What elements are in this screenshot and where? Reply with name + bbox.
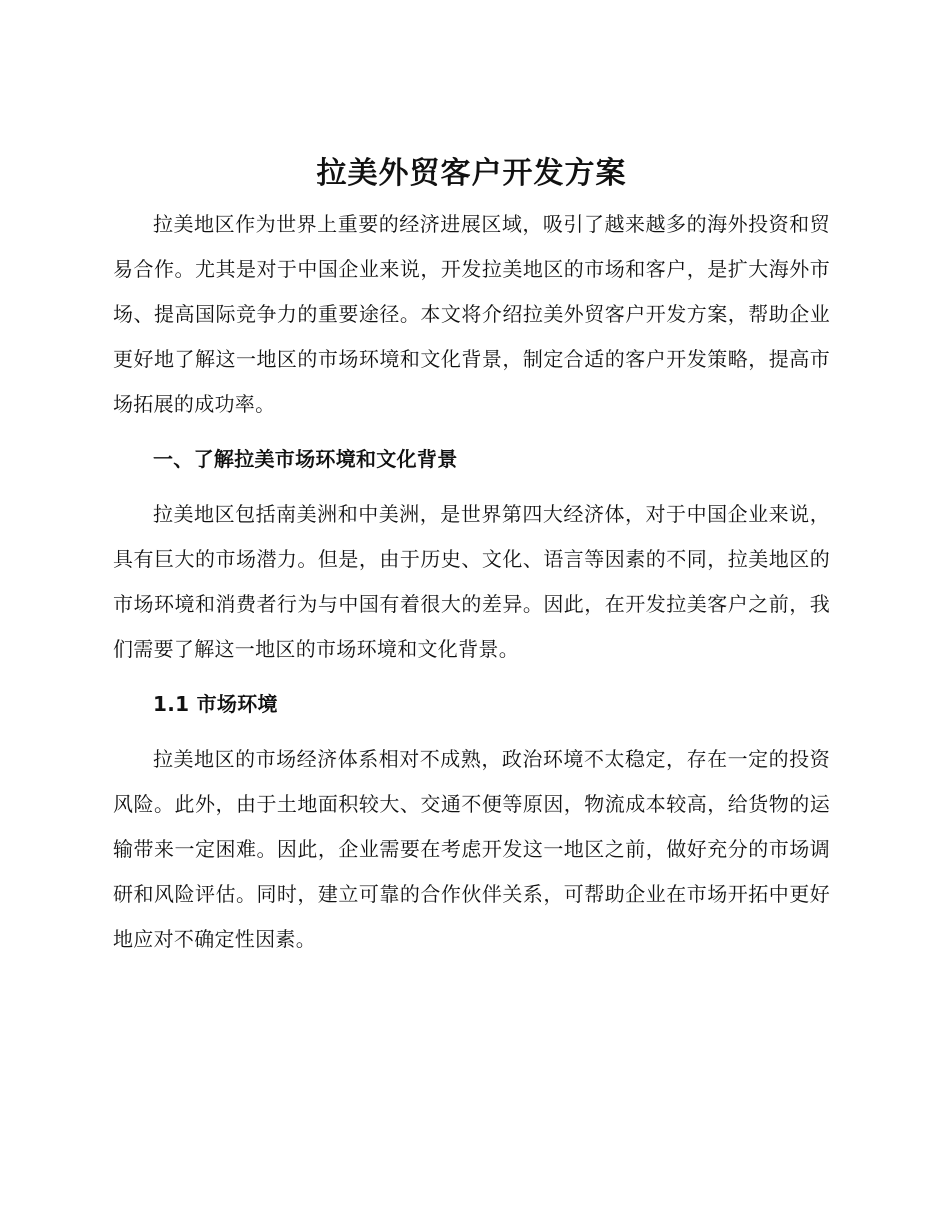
intro-paragraph: 拉美地区作为世界上重要的经济进展区域，吸引了越来越多的海外投资和贸易合作。尤其是对于中国企业来说，开发拉美地区的市场和客户，是扩大海外市场、提高国际竞争力的重要途径。本文将介绍拉美外贸客户开发方案，帮助企业更好地了解这一地区的市场环境和文化背景，制定合适的客户开发策略，提高市场拓展的成功率。 — [113, 212, 830, 416]
subsection-1-1-heading: 1.1 市场环境 — [153, 692, 278, 716]
section-1-heading: 一、了解拉美市场环境和文化背景 — [153, 447, 458, 471]
document-title: 拉美外贸客户开发方案 — [316, 156, 627, 191]
section-1-paragraph: 拉美地区包括南美洲和中美洲，是世界第四大经济体，对于中国企业来说，具有巨大的市场潜力。但是，由于历史、文化、语言等因素的不同，拉美地区的市场环境和消费者行为与中国有着很大的差异。因此，在开发拉美客户之前，我们需要了解这一地区的市场环境和文化背景。 — [113, 502, 830, 661]
subsection-1-1-paragraph: 拉美地区的市场经济体系相对不成熟，政治环境不太稳定，存在一定的投资风险。此外，由于土地面积较大、交通不便等原因，物流成本较高，给货物的运输带来一定困难。因此，企业需要在考虑开发这一地区之前，做好充分的市场调研和风险评估。同时，建立可靠的合作伙伴关系，可帮助企业在市场开拓中更好地应对不确定性因素。 — [113, 747, 830, 951]
